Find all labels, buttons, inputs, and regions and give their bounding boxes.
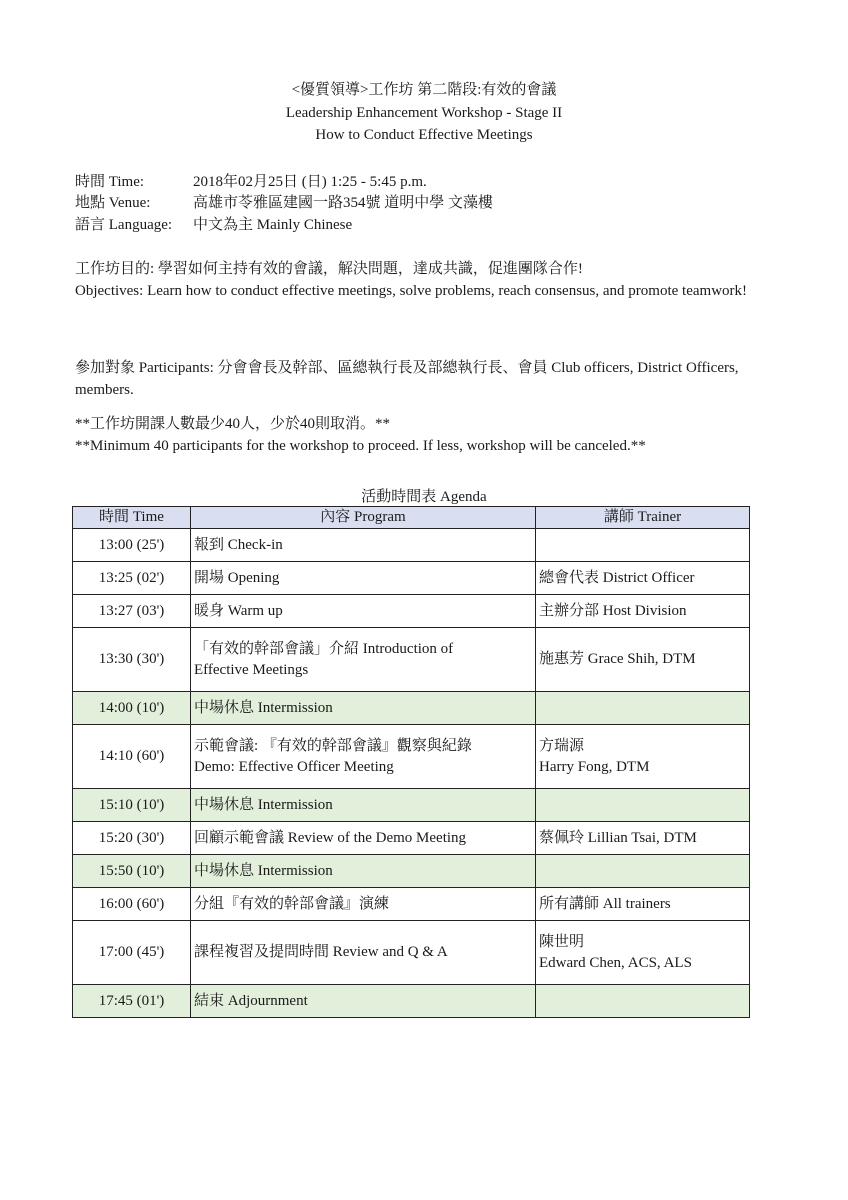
- row-program: 開場 Opening: [191, 562, 536, 595]
- note-zh: **工作坊開課人數最少40人，少於40則取消。**: [75, 416, 391, 432]
- row-trainer: 主辦分部 Host Division: [536, 595, 750, 628]
- row-trainer: 所有講師 All trainers: [536, 888, 750, 921]
- row-time: 14:00 (10'): [73, 692, 191, 725]
- row-program-line2: Demo: Effective Officer Meeting: [194, 758, 394, 775]
- time-label: 時間 Time:: [75, 174, 145, 190]
- row-time: 13:30 (30'): [73, 628, 191, 692]
- row-program: [191, 725, 536, 789]
- language-label: 語言 Language:: [75, 217, 173, 233]
- table-row: [73, 692, 750, 725]
- agenda-title: 活動時間表 Agenda: [361, 489, 487, 505]
- row-time: 13:00 (25'): [73, 529, 191, 562]
- row-program: [191, 628, 536, 692]
- row-time: 15:50 (10'): [73, 855, 191, 888]
- time-value: 2018年02月25日 (日) 1:25 - 5:45 p.m.: [193, 174, 427, 190]
- row-time: 16:00 (60'): [73, 888, 191, 921]
- row-program: 回顧示範會議 Review of the Demo Meeting: [191, 822, 536, 855]
- row-program: 結束 Adjournment: [191, 985, 536, 1018]
- row-trainer: [536, 789, 750, 822]
- row-program: 中場休息 Intermission: [191, 855, 536, 888]
- venue-label: 地點 Venue:: [75, 195, 151, 211]
- row-program: 報到 Check-in: [191, 529, 536, 562]
- row-time: 15:20 (30'): [73, 822, 191, 855]
- row-program-line1: 「有效的幹部會議」介紹 Introduction of: [194, 640, 454, 657]
- language-value: 中文為主 Mainly Chinese: [193, 217, 353, 233]
- row-program: 中場休息 Intermission: [191, 789, 536, 822]
- row-time: 15:10 (10'): [73, 789, 191, 822]
- row-time: 13:25 (02'): [73, 562, 191, 595]
- row-time: 13:27 (03'): [73, 595, 191, 628]
- row-time: 17:45 (01'): [73, 985, 191, 1018]
- title-chinese: <優質領導>工作坊 第二階段:有效的會議: [291, 82, 557, 98]
- table-row: [73, 628, 750, 692]
- agenda-table: [72, 506, 750, 1018]
- table-row: [73, 562, 750, 595]
- row-trainer-line2: Edward Chen, ACS, ALS: [539, 954, 692, 971]
- row-trainer-line1: 陳世明: [539, 933, 585, 950]
- table-row: [73, 921, 750, 985]
- agenda-header-row: [73, 507, 750, 529]
- row-trainer: [536, 725, 750, 789]
- title-english: Leadership Enhancement Workshop - Stage II: [285, 105, 563, 121]
- row-trainer: 蔡佩玲 Lillian Tsai, DTM: [536, 822, 750, 855]
- row-program: 課程複習及提問時間 Review and Q & A: [191, 921, 536, 985]
- row-trainer-line2: Harry Fong, DTM: [539, 758, 650, 775]
- objectives-en: Objectives: Learn how to conduct effective meetings, solve problems, reach consensus, and promote teamwork!: [75, 283, 748, 299]
- table-row: [73, 888, 750, 921]
- subtitle-english: How to Conduct Effective Meetings: [315, 127, 533, 143]
- row-program: 暖身 Warm up: [191, 595, 536, 628]
- row-program: 中場休息 Intermission: [191, 692, 536, 725]
- header-program: 內容 Program: [191, 507, 536, 529]
- table-row: [73, 595, 750, 628]
- row-trainer: 施惠芳 Grace Shih, DTM: [536, 628, 750, 692]
- row-trainer: [536, 529, 750, 562]
- row-trainer-line1: 方瑞源: [539, 737, 585, 754]
- table-row: [73, 855, 750, 888]
- table-row: [73, 985, 750, 1018]
- table-row: [73, 725, 750, 789]
- objectives: [75, 258, 765, 302]
- venue-value: 高雄市苓雅區建國一路354號 道明中學 文藻樓: [193, 195, 494, 211]
- table-row: [73, 529, 750, 562]
- table-row: [73, 822, 750, 855]
- row-program: 分組『有效的幹部會議』演練: [191, 888, 536, 921]
- row-program-line1: 示範會議: 『有效的幹部會議』觀察與紀錄: [194, 737, 472, 754]
- row-trainer: 總會代表 District Officer: [536, 562, 750, 595]
- header-time: 時間 Time: [73, 507, 191, 529]
- row-time: 14:10 (60'): [73, 725, 191, 789]
- row-trainer: [536, 855, 750, 888]
- row-trainer: [536, 692, 750, 725]
- row-program-line2: Effective Meetings: [194, 661, 309, 678]
- header-trainer: 講師 Trainer: [536, 507, 750, 529]
- row-trainer: [536, 921, 750, 985]
- row-time: 17:00 (45'): [73, 921, 191, 985]
- participants: 參加對象 Participants: 分會會長及幹部、區總執行長及部總執行長、會員 Club officers, District Officers, members.: [75, 360, 739, 398]
- note-en: **Minimum 40 participants for the workshop to proceed. If less, workshop will be canceled.**: [75, 438, 646, 454]
- objectives-zh: 工作坊目的: 學習如何主持有效的會議，解決問題，達成共識，促進團隊合作!: [75, 261, 583, 277]
- row-trainer: [536, 985, 750, 1018]
- table-row: [73, 789, 750, 822]
